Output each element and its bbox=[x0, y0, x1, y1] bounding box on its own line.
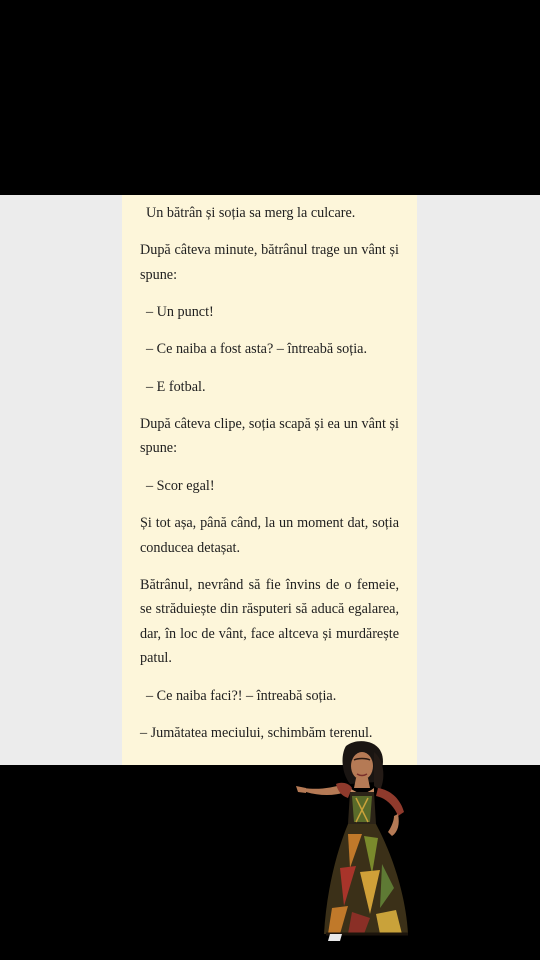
paragraph-8: Și tot așa, până când, la un moment dat, soția conducea detașat. bbox=[140, 515, 399, 556]
paragraph-6: După câteva clipe, soția scapă și ea un vânt și spune: bbox=[140, 415, 399, 457]
letterbox-bottom bbox=[0, 765, 540, 960]
paragraph-9: Bătrânul, nevrând să fie învins de o femeie, se străduiește din răsputeri să aducă egalarea, dar, în loc de vânt, face altceva și murdărește patul. bbox=[140, 576, 399, 667]
document-viewport[interactable] bbox=[0, 195, 540, 765]
paragraph-5: – E fotbal. bbox=[146, 378, 206, 395]
paragraph-2: După câteva minute, bătrânul trage un vânt și spune: bbox=[140, 242, 399, 283]
paragraph-4: – Ce naiba a fost asta? – întreabă soția. bbox=[146, 341, 368, 358]
dancing-woman-figure-icon bbox=[290, 738, 430, 943]
letterbox-top bbox=[0, 0, 540, 195]
document-page bbox=[122, 195, 417, 765]
paragraph-7: – Scor egal! bbox=[146, 477, 215, 494]
paragraph-10: – Ce naiba faci?! – întreabă soția. bbox=[146, 687, 337, 704]
paragraph-11: – Jumătatea meciului, schimbăm terenul. bbox=[140, 724, 373, 741]
paragraph-3: – Un punct! bbox=[146, 304, 214, 321]
paragraph-1: Un bătrân și soția sa merg la culcare. bbox=[146, 205, 356, 221]
